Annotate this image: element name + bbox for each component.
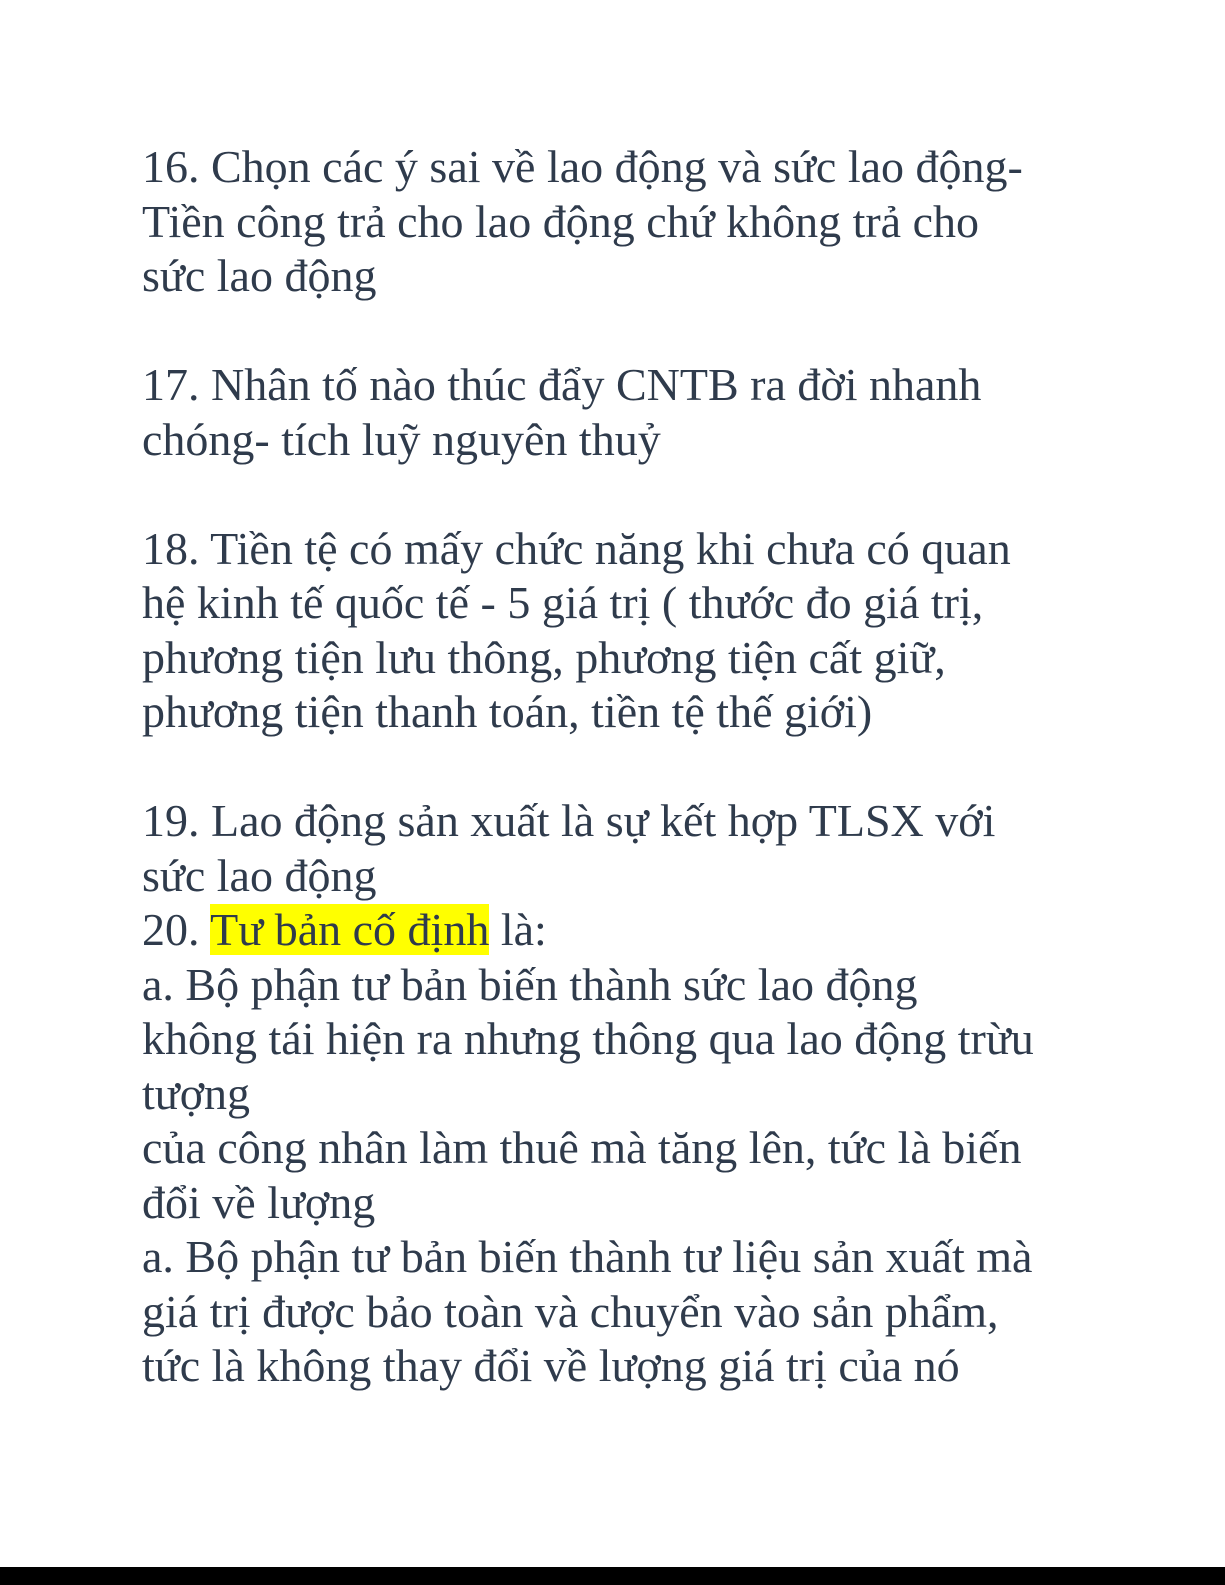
option-a-second-line-2: giá trị được bảo toàn và chuyển vào sản phẩm, xyxy=(142,1285,999,1337)
option-a-first-line-5: đổi về lượng xyxy=(142,1176,376,1228)
question-18 xyxy=(142,522,1102,740)
question-20-prefix: 20. xyxy=(142,904,211,955)
question-17 xyxy=(142,358,1102,467)
paragraph-gap xyxy=(142,304,1102,359)
question-16-line-2: Tiền công trả cho lao động chứ không trả cho xyxy=(142,195,980,247)
question-16-line-3: sức lao động xyxy=(142,250,377,301)
option-a-second-line-1: a. Bộ phận tư bản biến thành tư liệu sản xuất mà xyxy=(142,1231,1033,1282)
option-a-first xyxy=(142,958,1102,1231)
question-20-suffix: là: xyxy=(489,904,547,955)
document-page xyxy=(142,140,1102,1394)
question-17-line-2: chóng- tích luỹ nguyên thuỷ xyxy=(142,413,661,465)
question-18-line-2: hệ kinh tế quốc tế - 5 giá trị ( thước đo giá trị, xyxy=(142,577,984,628)
option-a-first-line-1: a. Bộ phận tư bản biến thành sức lao động xyxy=(142,958,918,1010)
option-a-first-line-3: tượng xyxy=(142,1067,251,1119)
paragraph-gap xyxy=(142,467,1102,522)
question-16-line-1: 16. Chọn các ý sai về lao động và sức lao động- xyxy=(142,141,1023,192)
question-17-line-1: 17. Nhân tố nào thúc đẩy CNTB ra đời nhanh xyxy=(142,359,982,410)
question-18-line-1: 18. Tiền tệ có mấy chức năng khi chưa có quan xyxy=(142,522,1011,574)
option-a-second xyxy=(142,1230,1102,1394)
option-a-first-line-2: không tái hiện ra nhưng thông qua lao động trừu xyxy=(142,1013,1034,1064)
question-20-heading xyxy=(142,903,1102,958)
option-a-second-line-3: tức là không thay đổi về lượng giá trị của nó xyxy=(142,1340,960,1391)
option-a-first-line-4: của công nhân làm thuê mà tăng lên, tức là biến xyxy=(142,1122,1022,1173)
bottom-edge-bar xyxy=(0,1567,1225,1585)
question-18-line-4: phương tiện thanh toán, tiền tệ thế giới) xyxy=(142,686,873,737)
question-19-line-2: sức lao động xyxy=(142,849,377,901)
question-19 xyxy=(142,794,1102,903)
question-20 xyxy=(142,903,1102,1394)
highlighted-term: Tư bản cố định xyxy=(210,904,490,955)
question-16 xyxy=(142,140,1102,304)
question-18-line-3: phương tiện lưu thông, phương tiện cất giữ, xyxy=(142,631,946,683)
question-19-line-1: 19. Lao động sản xuất là sự kết hợp TLSX với xyxy=(142,795,996,846)
paragraph-gap xyxy=(142,740,1102,795)
